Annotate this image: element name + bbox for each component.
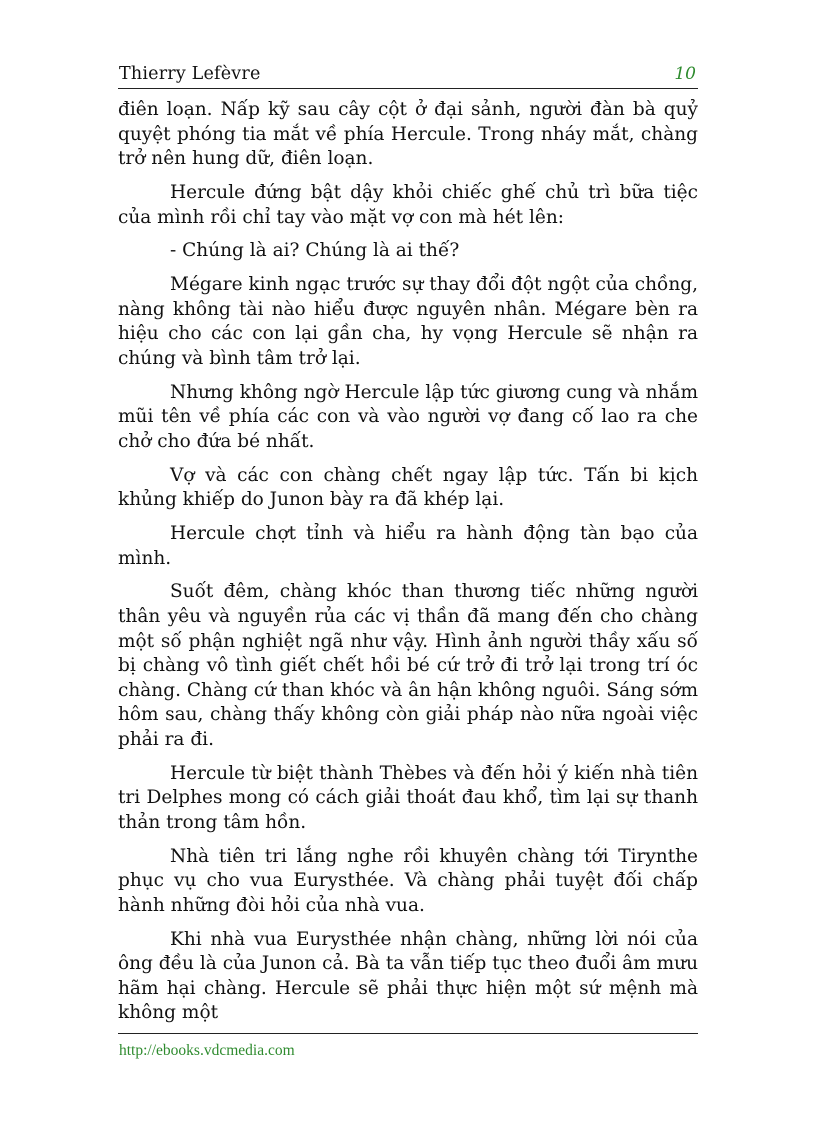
paragraph: Nhưng không ngờ Hercule lập tức giương cung và nhắm mũi tên về phía các con và vào người vợ đang cố lao ra che chở cho đứa bé nhất. — [118, 381, 698, 452]
footer-url-link[interactable]: http://ebooks.vdcmedia.com — [119, 1042, 295, 1059]
paragraph: Mégare kinh ngạc trước sự thay đổi đột ngột của chồng, nàng không tài nào hiểu được nguyên nhân. Mégare bèn ra hiệu cho các con lại gần cha, hy vọng Hercule sẽ nhận ra chúng và bình tâm trở lại. — [118, 274, 698, 369]
page-body — [118, 98, 698, 1035]
footer-divider — [118, 1033, 698, 1034]
paragraph: Vợ và các con chàng chết ngay lập tức. Tấn bi kịch khủng khiếp do Junon bày ra đã khép lại. — [118, 464, 698, 511]
paragraph: Khi nhà vua Eurysthée nhận chàng, những lời nói của ông đều là của Junon cả. Bà ta vẫn tiếp tục theo đuổi âm mưu hãm hại chàng. Hercule sẽ phải thực hiện một sứ mệnh mà không một — [118, 928, 698, 1024]
paragraph: Suốt đêm, chàng khóc than thương tiếc những người thân yêu và nguyền rủa các vị thần đã mang đến cho chàng một số phận nghiệt ngã như vậy. Hình ảnh người thầy xấu số bị chàng vô tình giết chết hồi bé cứ trở đi trở lại trong trí óc chàng. Chàng cứ than khóc và ân hận không nguôi. Sáng sớm hôm sau, chàng thấy không còn giải pháp nào nữa ngoài việc phải ra đi. — [118, 581, 698, 750]
paragraph: Hercule đứng bật dậy khỏi chiếc ghế chủ trì bữa tiệc của mình rồi chỉ tay vào mặt vợ con mà hét lên: — [118, 181, 698, 228]
page-header — [118, 62, 698, 89]
page-number: 10 — [674, 64, 696, 84]
paragraph: - Chúng là ai? Chúng là ai thế? — [170, 240, 460, 262]
paragraph: Hercule từ biệt thành Thèbes và đến hỏi ý kiến nhà tiên tri Delphes mong có cách giải thoát đau khổ, tìm lại sự thanh thản trong tâm hồn. — [118, 762, 698, 833]
paragraph: Nhà tiên tri lắng nghe rồi khuyên chàng tới Tirynthe phục vụ cho vua Eurysthée. Và chàng phải tuyệt đối chấp hành những đòi hỏi của nhà vua. — [118, 845, 698, 916]
author-name: Thierry Lefèvre — [119, 64, 261, 84]
paragraph: điên loạn. Nấp kỹ sau cây cột ở đại sảnh, người đàn bà quỷ quyệt phóng tia mắt về phía Hercule. Trong nháy mắt, chàng trở nên hung dữ, điên loạn. — [118, 99, 698, 170]
paragraph: Hercule chợt tỉnh và hiểu ra hành động tàn bạo của mình. — [118, 523, 698, 569]
